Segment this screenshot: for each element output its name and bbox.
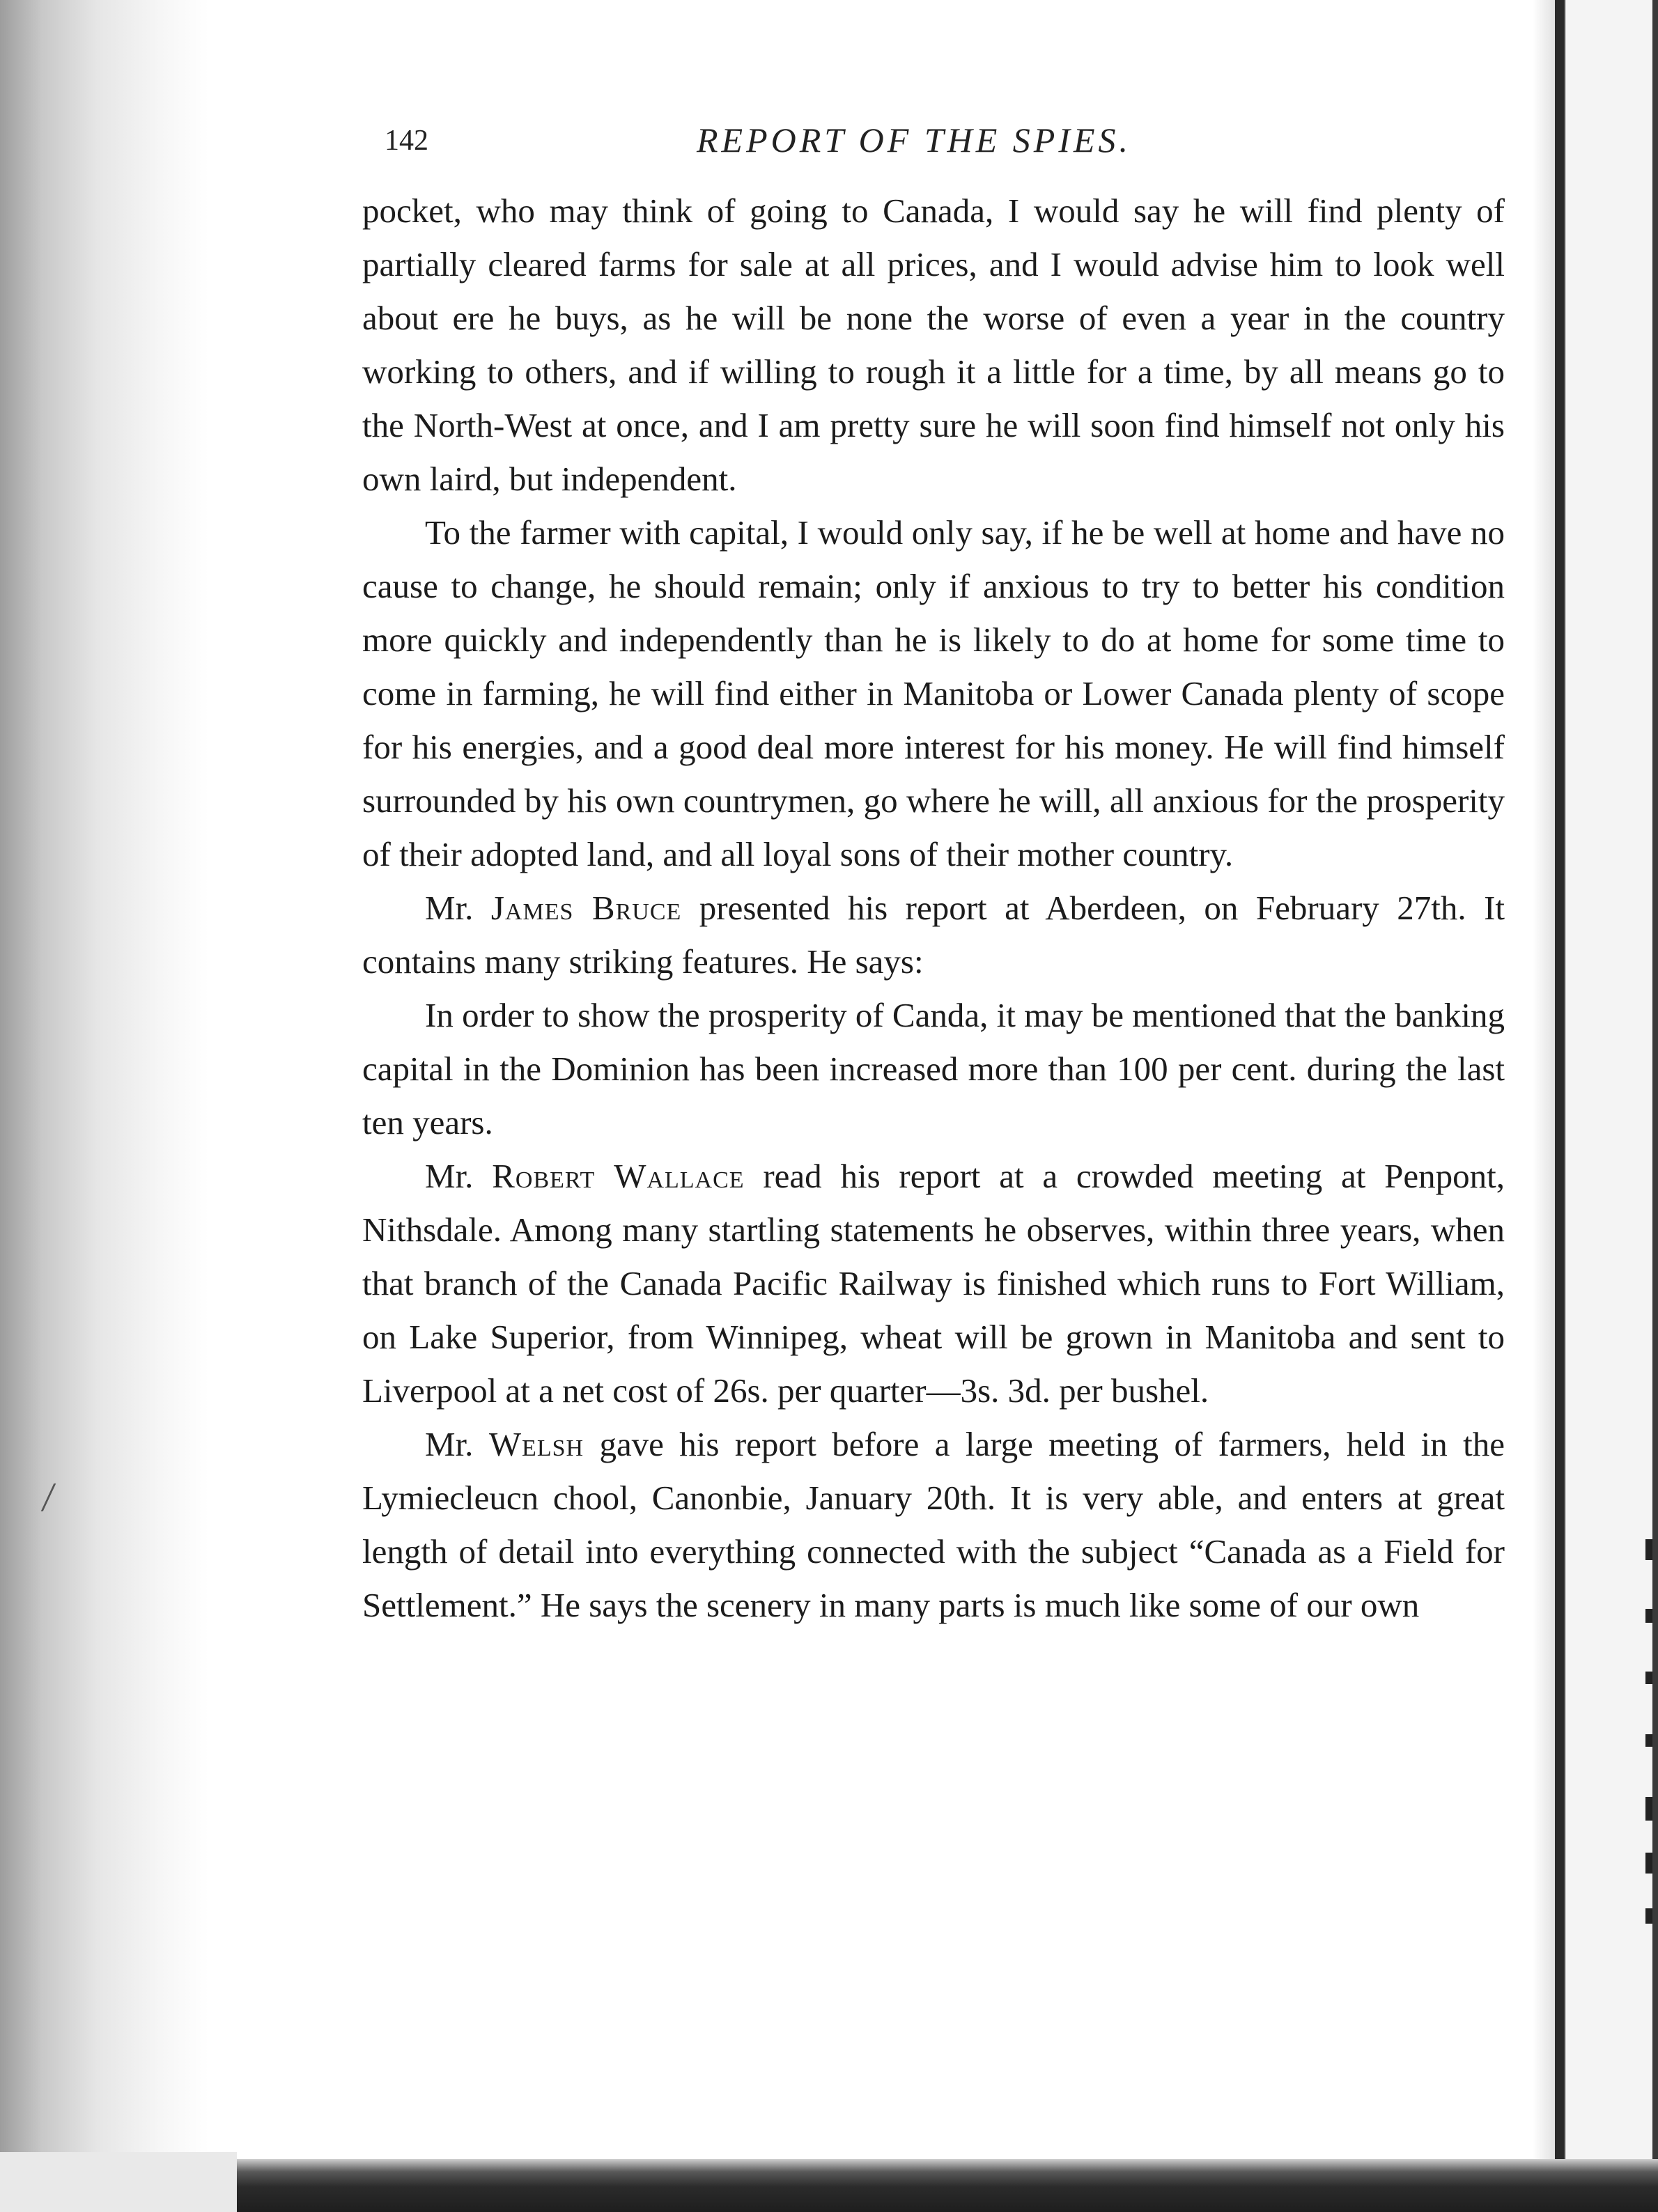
right-fold-shadow [1533,0,1555,2212]
paragraph-5-text: read his report at a crowded meeting at Penpont, Nithsdale. Among many startling statements he observes, within three years, when that branch of the Canada Pacific Railway is finished which runs to Fort William, on Lake Superior, from Winnipeg, wheat will be grown in Manitoba and sent to Liverpool at a net cost of 26s. per quarter—3s. 3d. per bushel. [362,1157,1505,1410]
person-name-welsh: Welsh [488,1425,584,1463]
paragraph-3-lead: Mr. [425,889,474,927]
left-gutter-shadow [0,0,209,2212]
adjacent-page-glyph [1645,1908,1652,1924]
adjacent-page-border [1652,0,1658,2212]
page-number: 142 [385,125,428,157]
adjacent-page-glyph [1645,1853,1652,1874]
page-fold [1555,0,1565,2212]
adjacent-page-glyph [1645,1734,1652,1747]
scan-bottom-edge [0,2159,1658,2212]
paragraph-6-lead: Mr. [425,1425,474,1463]
running-head [362,111,1505,174]
paragraph-2: To the farmer with capital, I would only say, if he be well at home and have no cause to change, he should remain; only if anxious to try to better his condition more quickly and independently than he is likely to do at home for some time to come in farming, he will find either in Manitoba or Lower Canada plenty of scope for his energies, and a good deal more interest for his money. He will find himself surrounded by his own countrymen, go where he will, all anxious for the prosperity of their adopted land, and all loyal sons of their mother country. [362,513,1505,873]
paragraph-3 [362,881,1505,988]
adjacent-page-glyph [1645,1797,1652,1821]
paragraph-3-text: presented his report at Aberdeen, on February 27th. It contains many striking features. He says: [362,889,1505,981]
adjacent-page-glyph [1645,1672,1652,1684]
running-title: REPORT OF THE SPIES. [697,120,1132,159]
scan-bottom-left [0,2152,237,2212]
adjacent-page-edge [1565,0,1658,2212]
adjacent-page-glyph [1645,1609,1652,1623]
paragraph-6 [362,1417,1505,1632]
paragraph-5 [362,1149,1505,1417]
body-text [362,184,1505,1632]
paragraph-1: pocket, who may think of going to Canada, I would say he will find plenty of partially cleared farms for sale at all prices, and I would advise him to look well about ere he buys, as he will be none the worse of even a year in the country working to others, and if willing to rough it a little for a time, by all means go to the North-West at once, and I am pretty sure he will soon find himself not only his own laird, but independent. [362,192,1505,498]
person-name-robert-wallace: Robert Wallace [492,1157,745,1195]
paragraph-6-text: gave his report before a large meeting of farmers, held in the Lymiecleucn chool, Canonbie, January 20th. It is very able, and enters at great length of detail into everything connected with the subject “Canada as a Field for Settlement.” He says the scenery in many parts is much like some of our own [362,1425,1505,1624]
paragraph-5-lead: Mr. [425,1157,474,1195]
page-content [362,111,1505,1632]
person-name-james-bruce: James Bruce [490,889,682,927]
paragraph-4: In order to show the prosperity of Canda, it may be mentioned that the banking capital in the Dominion has been increased more than 100 per cent. during the last ten years. [362,996,1505,1142]
adjacent-page-glyph [1645,1539,1652,1560]
